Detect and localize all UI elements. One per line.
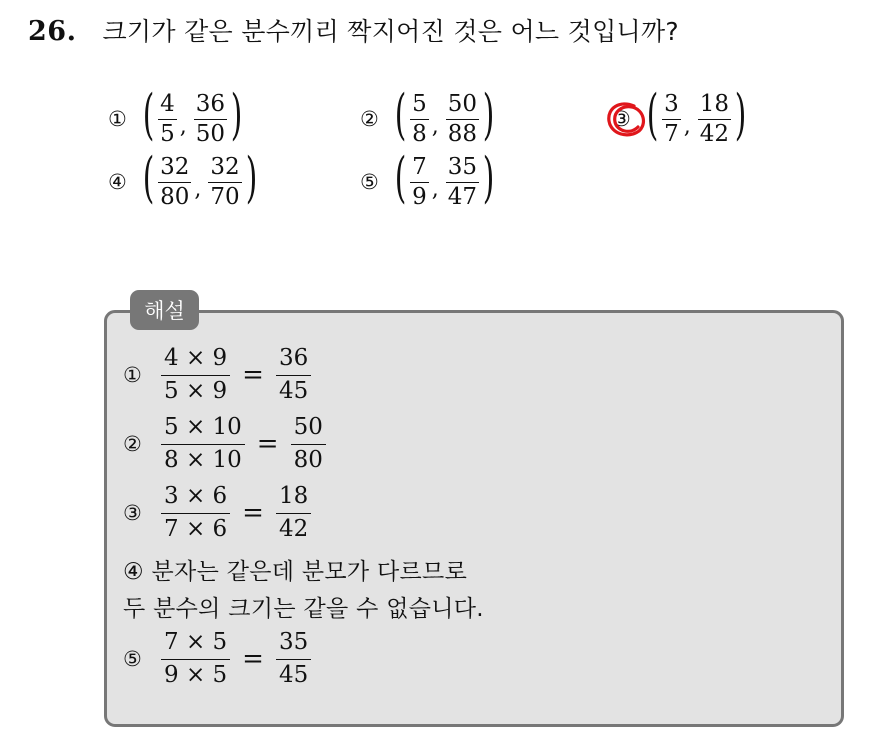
numerator: 36 <box>278 345 309 371</box>
left-paren: ( <box>142 83 155 147</box>
denominator: 7 <box>664 120 679 147</box>
numerator: 35 <box>278 629 309 655</box>
denominator: 5 × 9 <box>161 375 230 405</box>
solution-label: ⑤ <box>123 647 142 672</box>
denominator: 70 <box>210 183 240 210</box>
fraction <box>446 92 479 147</box>
numerator: 3 <box>664 91 679 117</box>
numerator: 50 <box>447 91 477 117</box>
denominator: 8 <box>412 120 427 147</box>
denominator: 5 <box>160 120 175 147</box>
denominator: 80 <box>291 444 326 474</box>
left-paren: ( <box>142 146 155 210</box>
solution-label: ③ <box>123 501 142 526</box>
comma: , <box>431 113 439 139</box>
choice-5[interactable] <box>360 146 495 210</box>
choice-number: ① <box>108 107 127 132</box>
denominator: 45 <box>276 659 311 689</box>
denominator: 7 × 6 <box>161 513 230 543</box>
numerator: 7 × 5 <box>164 629 228 655</box>
fraction <box>161 415 245 474</box>
fraction <box>161 346 230 405</box>
numerator: 35 <box>447 154 477 180</box>
choice-number: ⑤ <box>360 170 379 195</box>
numerator: 5 <box>412 91 427 117</box>
solution-label: ① <box>123 363 142 388</box>
numerator: 50 <box>293 414 323 440</box>
denominator: 9 <box>412 183 427 210</box>
equals-sign: = <box>242 644 264 675</box>
question-number: 26. <box>28 16 77 47</box>
solution-line-5 <box>123 630 311 689</box>
comma: , <box>683 113 691 139</box>
denominator: 47 <box>447 183 477 210</box>
numerator: 18 <box>699 91 729 117</box>
comma: , <box>179 113 187 139</box>
left-paren: ( <box>394 83 407 147</box>
fraction <box>276 484 311 543</box>
right-paren: ) <box>482 146 495 210</box>
fraction <box>698 92 731 147</box>
question-header <box>28 12 679 48</box>
numerator: 4 <box>160 91 175 117</box>
numerator: 36 <box>195 91 225 117</box>
solution-label: ② <box>123 432 142 457</box>
right-paren: ) <box>482 83 495 147</box>
equals-sign: = <box>242 498 264 529</box>
numerator: 32 <box>160 154 190 180</box>
choice-1[interactable] <box>108 83 243 147</box>
fraction <box>446 155 479 210</box>
numerator: 32 <box>210 154 240 180</box>
fraction <box>291 415 326 474</box>
solution-line-3 <box>123 484 311 543</box>
denominator: 8 × 10 <box>161 444 245 474</box>
numerator: 7 <box>412 154 427 180</box>
equals-sign: = <box>256 429 279 460</box>
comma: , <box>431 176 439 202</box>
numerator: 18 <box>278 483 309 509</box>
fraction <box>158 92 177 147</box>
numerator: 4 × 9 <box>164 345 228 371</box>
denominator: 50 <box>195 120 225 147</box>
fraction <box>410 92 429 147</box>
fraction <box>276 346 311 405</box>
denominator: 42 <box>699 120 729 147</box>
solution-tab: 해설 <box>130 290 199 330</box>
choice-4[interactable] <box>108 146 258 210</box>
solution-line-1 <box>123 346 311 405</box>
fraction <box>208 155 241 210</box>
denominator: 88 <box>447 120 477 147</box>
solution-text-line-2: 두 분수의 크기는 같을 수 없습니다. <box>123 596 484 622</box>
right-paren: ) <box>230 83 243 147</box>
right-paren: ) <box>734 83 747 147</box>
choice-number: ④ <box>108 170 127 195</box>
choice-number: ② <box>360 107 379 132</box>
question-text: 크기가 같은 분수끼리 짝지어진 것은 어느 것입니까? <box>102 17 679 46</box>
left-paren: ( <box>394 146 407 210</box>
answer-circle-mark <box>604 99 648 141</box>
denominator: 42 <box>276 513 311 543</box>
fraction <box>194 92 227 147</box>
right-paren: ) <box>245 146 257 210</box>
numerator: 5 × 10 <box>164 414 242 440</box>
left-paren: ( <box>646 83 659 147</box>
numerator: 3 × 6 <box>164 483 228 509</box>
denominator: 45 <box>276 375 311 405</box>
fraction <box>276 630 311 689</box>
denominator: 80 <box>160 183 190 210</box>
comma: , <box>194 176 202 202</box>
choice-2[interactable] <box>360 83 495 147</box>
denominator: 9 × 5 <box>161 659 230 689</box>
solution-text-line-1: ④ 분자는 같은데 분모가 다르므로 <box>123 559 468 585</box>
choice-number: ③ <box>612 107 631 132</box>
solution-line-2 <box>123 415 326 474</box>
fraction <box>410 155 429 210</box>
fraction <box>161 484 230 543</box>
fraction <box>662 92 681 147</box>
equals-sign: = <box>242 360 264 391</box>
fraction <box>158 155 191 210</box>
fraction <box>161 630 230 689</box>
